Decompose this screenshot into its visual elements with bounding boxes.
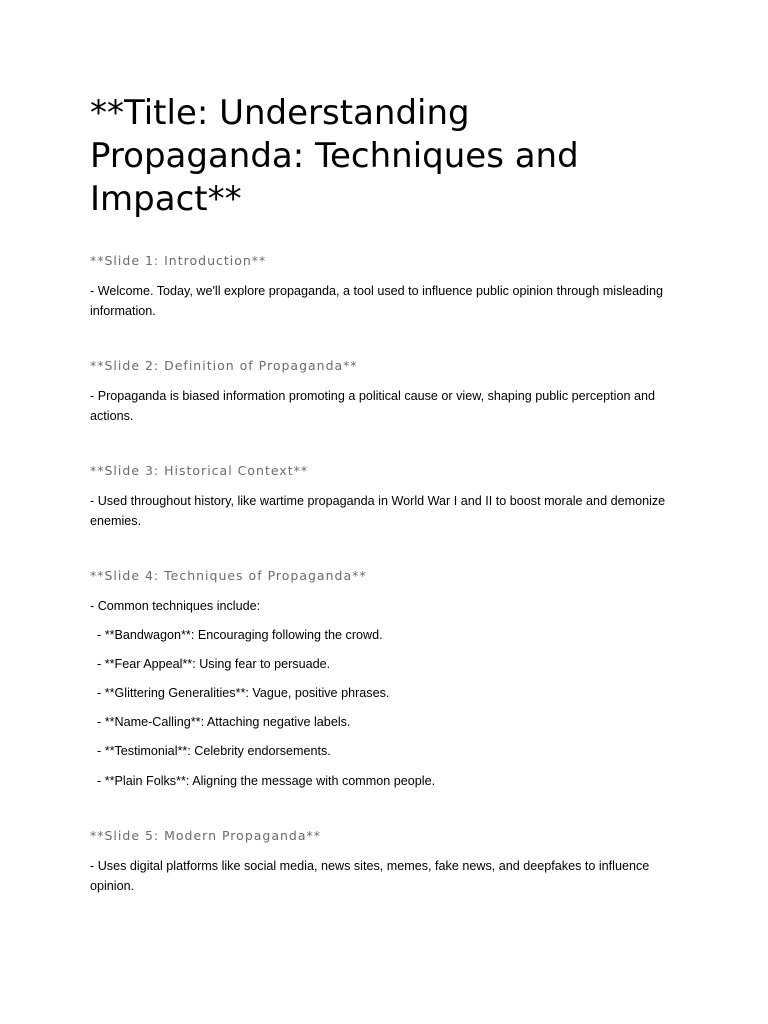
slide-3-section [90, 463, 690, 531]
slide-2-body: - Propaganda is biased information promoting a political cause or view, shaping public perception and actions. [90, 389, 655, 423]
technique-name-calling: - **Name-Calling**: Attaching negative labels. [97, 715, 351, 730]
slide-5-body: - Uses digital platforms like social media, news sites, memes, fake news, and deepfakes to influence opinion. [90, 859, 650, 893]
slide-2-heading: **Slide 2: Definition of Propaganda** [90, 358, 358, 373]
slide-3-heading: **Slide 3: Historical Context** [90, 463, 309, 478]
slide-4-intro: - Common techniques include: [90, 599, 261, 613]
technique-fear-appeal: - **Fear Appeal**: Using fear to persuade. [97, 657, 331, 672]
technique-bandwagon: - **Bandwagon**: Encouraging following the crowd. [97, 628, 383, 643]
slide-5-section [90, 828, 690, 896]
technique-glittering-generalities: - **Glittering Generalities**: Vague, positive phrases. [97, 686, 390, 701]
slide-5-heading: **Slide 5: Modern Propaganda** [90, 828, 322, 844]
slide-2-section [90, 358, 690, 426]
slide-1-body: - Welcome. Today, we'll explore propaganda, a tool used to influence public opinion through misleading information. [90, 284, 663, 318]
document-title: **Title: Understanding Propaganda: Techniques and Impact** [90, 93, 579, 219]
technique-testimonial: - **Testimonial**: Celebrity endorsements. [97, 744, 331, 759]
slide-4-section [90, 568, 690, 791]
slide-1-section [90, 253, 690, 321]
technique-plain-folks: - **Plain Folks**: Aligning the message with common people. [97, 773, 436, 788]
slide-1-heading: **Slide 1: Introduction** [90, 253, 267, 268]
document-page [90, 92, 690, 933]
slide-4-heading: **Slide 4: Techniques of Propaganda** [90, 568, 367, 583]
slide-3-body: - Used throughout history, like wartime propaganda in World War I and II to boost morale and demonize enemies. [90, 494, 666, 528]
